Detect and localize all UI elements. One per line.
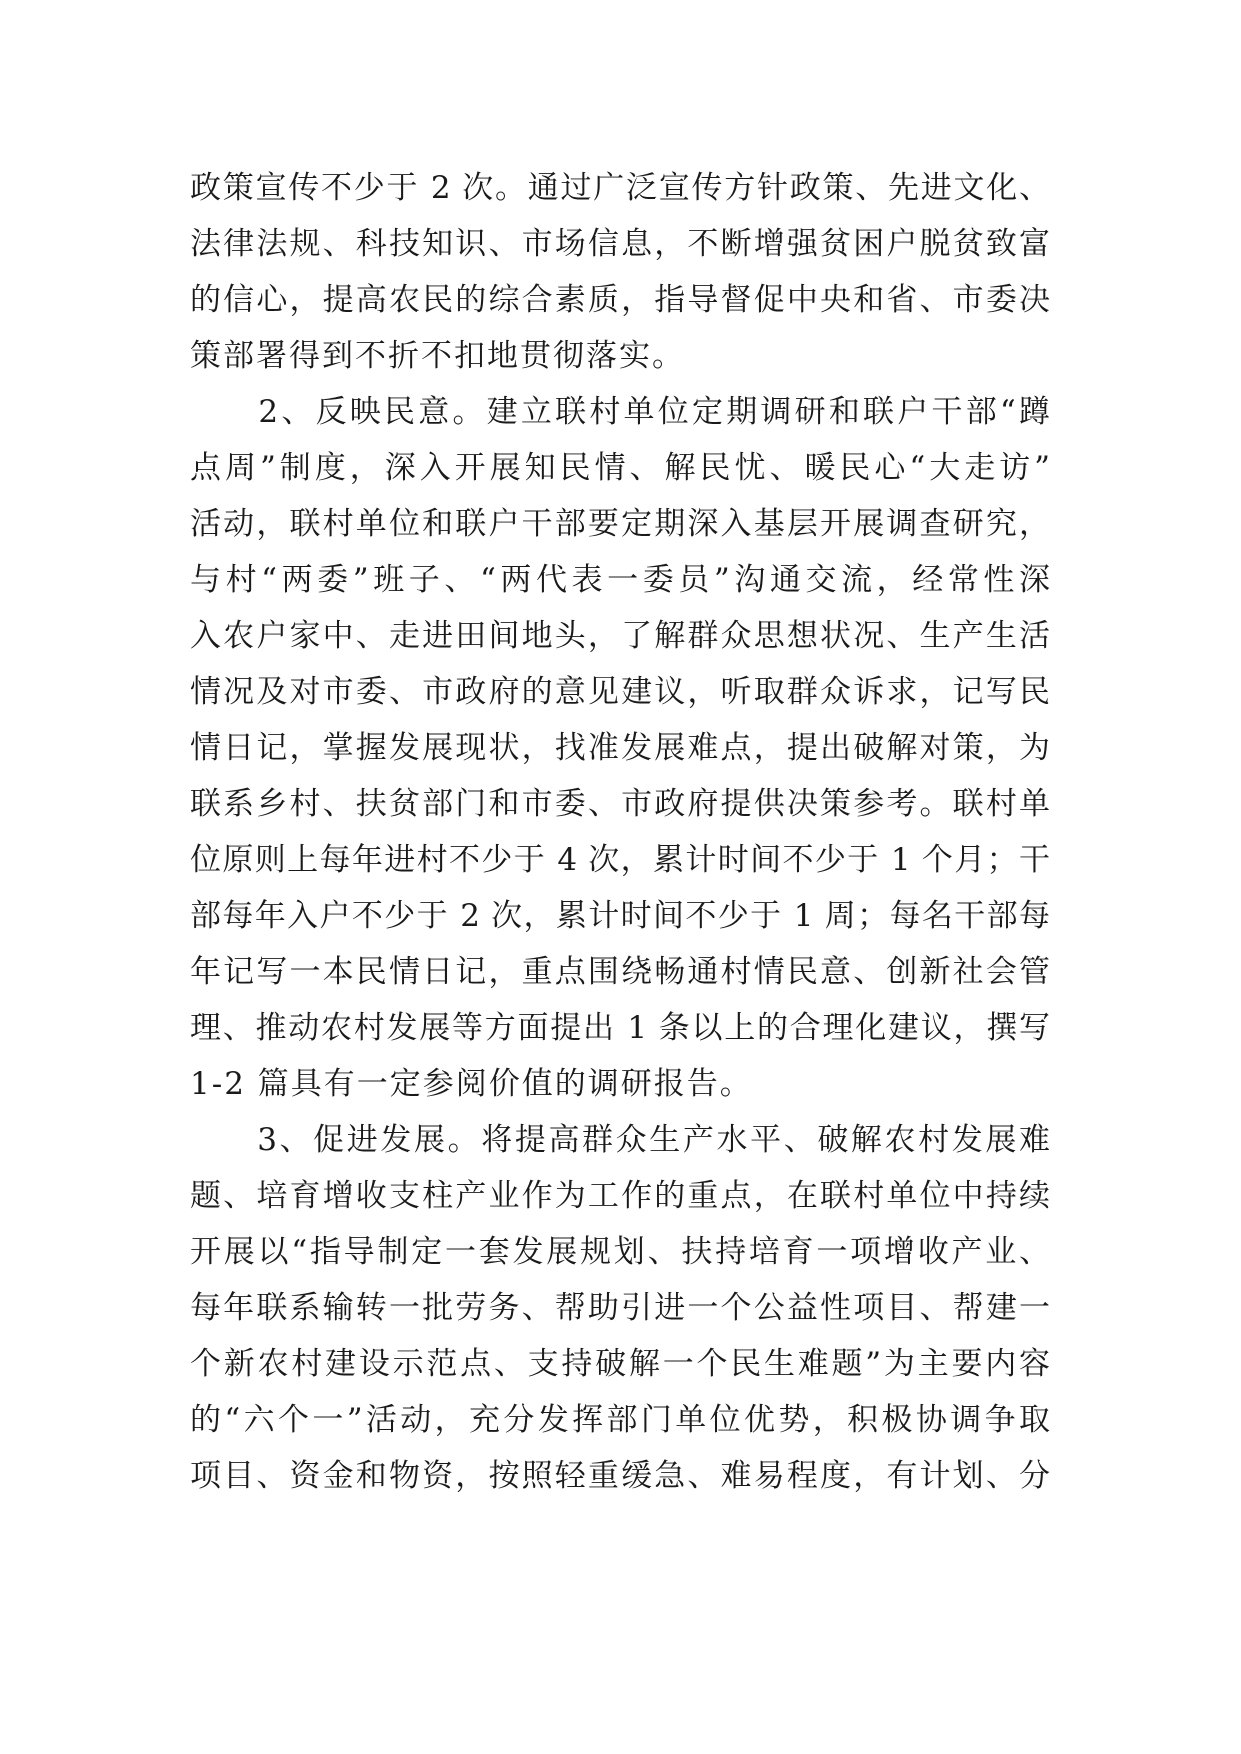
text-line: 开展以“指导制定一套发展规划、扶持培育一项增收产业、 (190, 1234, 1050, 1270)
text-line: 的信心，提高农民的综合素质，指导督促中央和省、市委决 (190, 282, 1050, 318)
text-line: 法律法规、科技知识、市场信息，不断增强贫困户脱贫致富 (190, 226, 1050, 262)
text-line: 情况及对市委、市政府的意见建议，听取群众诉求，记写民 (190, 674, 1050, 710)
text-line: 联系乡村、扶贫部门和市委、市政府提供决策参考。联村单 (190, 786, 1050, 822)
text-line: 情日记，掌握发展现状，找准发展难点，提出破解对策，为 (190, 730, 1050, 766)
text-line: 策部署得到不折不扣地贯彻落实。 (190, 338, 685, 374)
text-line: 项目、资金和物资，按照轻重缓急、难易程度，有计划、分 (190, 1458, 1050, 1494)
text-line: 入农户家中、走进田间地头，了解群众思想状况、生产生活 (190, 618, 1050, 654)
text-line: 政策宣传不少于 2 次。通过广泛宣传方针政策、先进文化、 (190, 170, 1050, 206)
text-line: 年记写一本民情日记，重点围绕畅通村情民意、创新社会管 (190, 954, 1050, 990)
text-line: 理、推动农村发展等方面提出 1 条以上的合理化建议，撰写 (190, 1010, 1050, 1046)
text-line: 2、反映民意。建立联村单位定期调研和联户干部“蹲 (190, 394, 1050, 430)
text-line: 题、培育增收支柱产业作为工作的重点，在联村单位中持续 (190, 1178, 1050, 1214)
text-line: 与村“两委”班子、“两代表一委员”沟通交流，经常性深 (190, 562, 1050, 598)
text-line: 部每年入户不少于 2 次，累计时间不少于 1 周；每名干部每 (190, 898, 1050, 934)
text-line: 1-2 篇具有一定参阅价值的调研报告。 (190, 1066, 753, 1102)
text-line: 每年联系输转一批劳务、帮助引进一个公益性项目、帮建一 (190, 1290, 1050, 1326)
text-line: 位原则上每年进村不少于 4 次，累计时间不少于 1 个月；干 (190, 842, 1050, 878)
text-line: 3、促进发展。将提高群众生产水平、破解农村发展难 (190, 1122, 1050, 1158)
text-line: 活动，联村单位和联户干部要定期深入基层开展调查研究， (190, 506, 1050, 542)
text-line: 个新农村建设示范点、支持破解一个民生难题”为主要内容 (190, 1346, 1050, 1382)
text-line: 的“六个一”活动，充分发挥部门单位优势，积极协调争取 (190, 1402, 1050, 1438)
body-text (190, 160, 1050, 1504)
text-line: 点周”制度，深入开展知民情、解民忧、暖民心“大走访” (190, 450, 1050, 486)
